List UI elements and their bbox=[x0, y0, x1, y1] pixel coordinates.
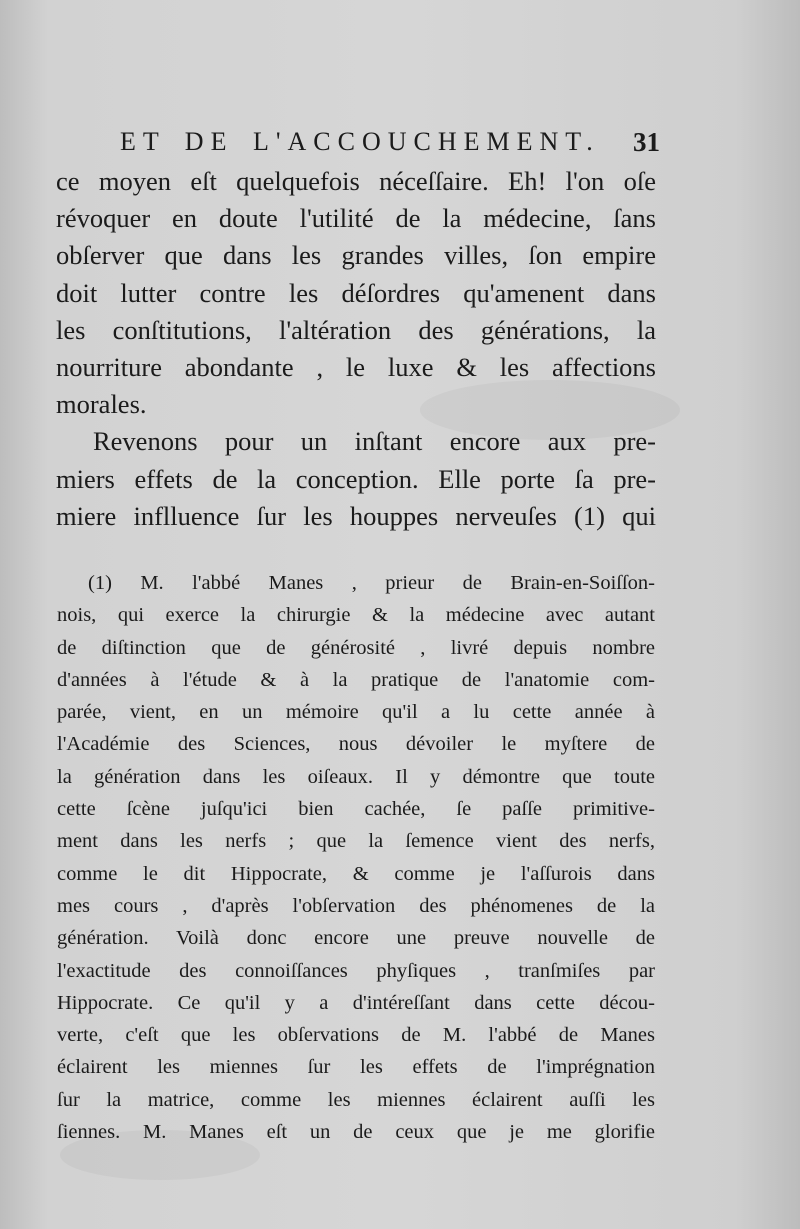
text-line: nourriture abondante , le luxe & les affections bbox=[56, 351, 656, 382]
text-line: obſerver que dans les grandes villes, ſon empire bbox=[56, 240, 656, 271]
text-line: morales. bbox=[56, 389, 147, 420]
text-line: révoquer en doute l'utilité de la médecine, ſans bbox=[56, 203, 656, 234]
footnote-line: la génération dans les oiſeaux. Il y démontre que toute bbox=[57, 765, 655, 788]
footnote-line: (1) M. l'abbé Manes , prieur de Brain-en-Soiſſon- bbox=[88, 572, 655, 594]
footnote-line: Hippocrate. Ce qu'il y a d'intéreſſant dans cette décou- bbox=[57, 991, 655, 1014]
footnote bbox=[57, 567, 655, 1148]
footnote-line: mes cours , d'après l'obſervation des phénomenes de la bbox=[57, 894, 655, 917]
footnote-line: ſur la matrice, comme les miennes éclairent auſſi les bbox=[57, 1088, 655, 1111]
text-line: doit lutter contre les déſordres qu'amenent dans bbox=[56, 277, 656, 308]
footnote-line: l'exactitude des connoiſſances phyſiques , tranſmiſes par bbox=[57, 959, 655, 982]
page-number: 31 bbox=[633, 127, 660, 157]
footnote-line: nois, qui exerce la chirurgie & la médecine avec autant bbox=[57, 604, 655, 627]
footnote-line: comme le dit Hippocrate, & comme je l'aſſurois dans bbox=[57, 862, 655, 885]
footnote-line: génération. Voilà donc encore une preuve nouvelle de bbox=[57, 927, 655, 950]
footnote-line: cette ſcène juſqu'ici bien cachée, ſe paſſe primitive- bbox=[57, 798, 655, 821]
text-line: les conſtitutions, l'altération des générations, la bbox=[56, 314, 656, 345]
text-line: ce moyen eſt quelquefois néceſſaire. Eh! l'on oſe bbox=[56, 166, 656, 196]
footnote-line: de diſtinction que de générosité , livré depuis nombre bbox=[57, 636, 655, 659]
main-text bbox=[56, 163, 656, 535]
text-line: Revenons pour un inſtant encore aux pre- bbox=[93, 426, 656, 457]
footnote-line: éclairent les miennes ſur les effets de l'imprégnation bbox=[57, 1056, 655, 1079]
footnote-line: ment dans les nerfs ; que la ſemence vient des nerfs, bbox=[57, 830, 655, 853]
text-line: miers effets de la conception. Elle porte ſa pre- bbox=[56, 463, 656, 494]
footnote-line: verte, c'eſt que les obſervations de M. l'abbé de Manes bbox=[57, 1024, 655, 1047]
footnote-line: l'Académie des Sciences, nous dévoiler le myſtere de bbox=[57, 733, 655, 756]
text-line: miere inflluence ſur les houppes nerveuſes (1) qui bbox=[56, 500, 656, 531]
running-title: ET DE L'ACCOUCHEMENT. bbox=[120, 127, 600, 156]
footnote-line: d'années à l'étude & à la pratique de l'anatomie com- bbox=[57, 668, 655, 691]
footnote-line: ſiennes. M. Manes eſt un de ceux que je me glorifie bbox=[57, 1121, 655, 1144]
footnote-line: parée, vient, en un mémoire qu'il a lu cette année à bbox=[57, 701, 655, 724]
page-header bbox=[120, 127, 660, 167]
